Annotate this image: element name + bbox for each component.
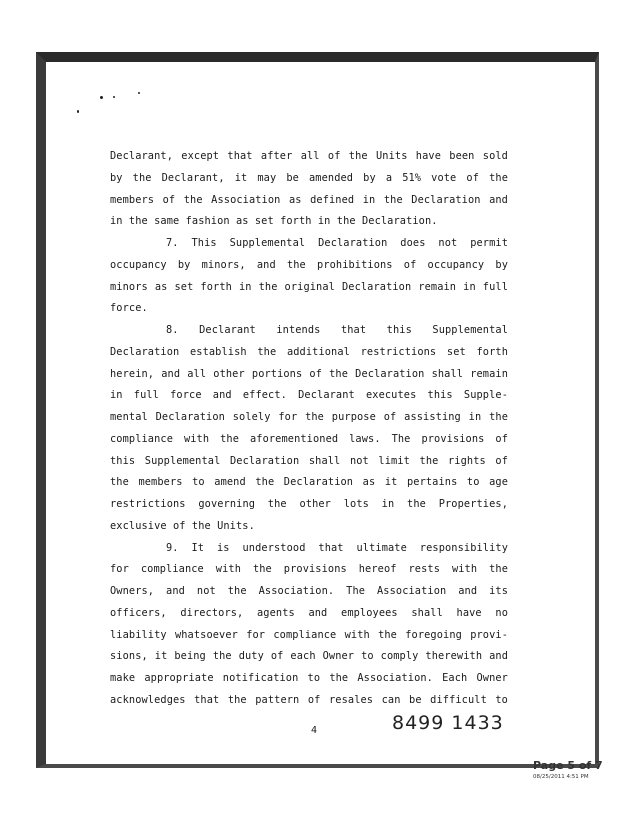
text-line: the members to amend the Declaration as it pertains to age: [110, 476, 508, 489]
text-line: mental Declaration solely for the purpose of assisting in the: [110, 411, 508, 423]
book-page-stamp: 8499 1433: [392, 712, 504, 734]
text-line: liability whatsoever for compliance with the foregoing provi-: [110, 628, 508, 641]
text-line: in the same fashion as set forth in the Declaration.: [110, 215, 438, 228]
scan-speck: [100, 96, 103, 99]
scan-speck: [113, 96, 115, 98]
scan-speck: [77, 110, 79, 113]
text-line: Declaration establish the additional restrictions set forth: [110, 345, 508, 358]
text-line: Declarant, except that after all of the Units have been sold: [110, 150, 508, 162]
text-line: this Supplemental Declaration shall not limit the rights of: [110, 454, 508, 467]
page-count-stamp: [533, 759, 603, 772]
text-line: for compliance with the provisions hereof rests with the: [110, 563, 508, 576]
paragraph-9-start: 9. It is understood that ultimate responsibility: [166, 541, 508, 554]
page-count-text: Page 5 of 7: [533, 759, 603, 772]
text-line: force.: [110, 302, 148, 315]
text-line: in full force and effect. Declarant executes this Supple-: [110, 389, 508, 402]
paragraph-8-start: 8. Declarant intends that this Supplemental: [166, 324, 508, 336]
paragraph-7-start: 7. This Supplemental Declaration does not permit: [166, 237, 508, 249]
text-line: sions, it being the duty of each Owner to comply therewith and: [110, 650, 508, 663]
text-line: by the Declarant, it may be amended by a 51% vote of the: [110, 171, 508, 184]
text-line: make appropriate notification to the Association. Each Owner: [110, 672, 508, 684]
scan-speck: [138, 92, 140, 94]
text-line: officers, directors, agents and employees shall have no: [110, 606, 508, 619]
text-line: restrictions governing the other lots in the Properties,: [110, 498, 508, 510]
text-line: members of the Association as defined in the Declaration and: [110, 193, 508, 206]
text-line: occupancy by minors, and the prohibitions of occupancy by: [110, 258, 508, 271]
text-line: minors as set forth in the original Declaration remain in full: [110, 280, 508, 293]
text-line: herein, and all other portions of the Declaration shall remain: [110, 367, 508, 380]
text-line: acknowledges that the pattern of resales can be difficult to: [110, 693, 508, 706]
timestamp-stamp: 08/25/2011 4:51 PM: [533, 774, 589, 780]
text-line: Owners, and not the Association. The Association and its: [110, 585, 508, 597]
page-number: 4: [311, 725, 318, 736]
text-line: exclusive of the Units.: [110, 519, 255, 532]
document-body: [110, 146, 508, 712]
text-line: compliance with the aforementioned laws. The provisions of: [110, 432, 508, 445]
